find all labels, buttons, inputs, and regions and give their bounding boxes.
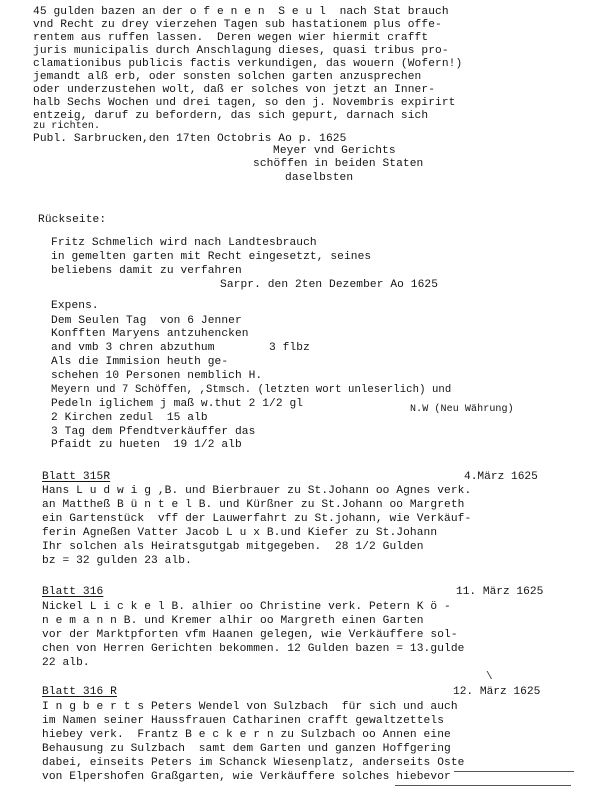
currency-note: N.W (Neu Währung) — [410, 404, 514, 415]
text-line: dabei, einseits Peters im Schanck Wiesenplatz, anderseits Oste — [42, 757, 465, 769]
text-line: juris municipalis durch Anschlagung dieses, quasi tribus pro- — [33, 45, 449, 57]
text-line: Dem Seulen Tag von 6 Jenner — [51, 315, 242, 327]
entry-date: 12. März 1625 — [453, 686, 541, 698]
pen-mark: \ — [486, 671, 493, 683]
text-line: ein Gartenstück vff der Lauwerfahrt zu St.johann, wie Verkäuf- — [42, 513, 472, 525]
text-line: and vmb 3 chren abzuthum 3 flbz — [51, 342, 310, 354]
entry-date: 11. März 1625 — [456, 586, 544, 598]
text-line: rentem aus ruffen lassen. Deren wegen wier hiermit crafft — [33, 32, 429, 44]
text-line: Pedeln iglichem j maß w.thut 2 1/2 gl — [51, 398, 304, 410]
entry-label: Blatt 315R — [42, 471, 111, 483]
text-line: oder underzustehen wolt, daß er solches von jetzt an Inner- — [33, 84, 436, 96]
text-line: Pfaidt zu hueten 19 1/2 alb — [51, 439, 242, 451]
handwritten-underline — [395, 785, 571, 786]
text-line: Meyern und 7 Schöffen, ,Stmsch. (letzten wort unleserlich) und — [51, 384, 452, 396]
text-line: chen von Herren Gerichten bekommen. 12 Gulden bazen = 13.gulde — [42, 643, 465, 655]
text-line: ferin Agneßen Vatter Jacob L u x B.und Kiefer zu St.Johann — [42, 527, 438, 539]
text-line: Konfften Maryens antzuhencken — [51, 328, 249, 340]
text-line: jemandt alß erb, oder sonsten solchen garten anzusprechen — [33, 71, 422, 83]
entry-label: Blatt 316 R — [42, 686, 117, 698]
text-line: I n g b e r t s Peters Wendel von Sulzbach für sich und auch — [42, 701, 458, 713]
text-line: zu richten. — [33, 121, 101, 132]
signature-line: Meyer vnd Gerichts — [273, 145, 396, 157]
text-line: entzeig, daruf zu befordern, das sich gepurt, darnach sich — [33, 110, 429, 122]
text-line: n e m a n n B. und Kremer alhir oo Margreth einen Garten — [42, 615, 424, 627]
text-line: 22 alb. — [42, 657, 90, 669]
text-line: 2 Kirchen zedul 15 alb — [51, 412, 208, 424]
text-line: Nickel L i c k e l B. alhier oo Christine verk. Petern K ö - — [42, 601, 451, 613]
text-line: Fritz Schmelich wird nach Landtesbrauch — [51, 237, 317, 249]
text-line: clamationibus publicis factis verkundigen, das wouern (Wofern!) — [33, 58, 463, 70]
date-line: Sarpr. den 2ten Dezember Ao 1625 — [220, 279, 439, 291]
signature-line: daselbsten — [285, 172, 354, 184]
publication-line: Publ. Sarbrucken,den 17ten Octobris Ao p. 1625 — [33, 133, 347, 145]
section-heading: Expens. — [51, 300, 99, 312]
text-line: vnd Recht zu drey vierzehen Tagen sub hastationem plus offe- — [33, 19, 442, 31]
text-line: 3 Tag dem Pfendtverkäuffer das — [51, 426, 256, 438]
text-line: vor der Marktpforten vfm Haanen gelegen, wie Verkäuffere sol- — [42, 629, 458, 641]
text-line: bz = 32 gulden 23 alb. — [42, 555, 192, 567]
text-line: hiebey verk. Frantz B e c k e r n zu Sulzbach oo Annen eine — [42, 729, 451, 741]
text-line: in gemelten garten mit Recht eingesetzt, seines — [51, 251, 372, 263]
text-line: Ihr solchen als Heiratsgutgab mitgegeben. 28 1/2 Gulden — [42, 541, 424, 553]
text-line: an Mattheß B ü n t e l B. und Kürßner zu St.Johann oo Margreth — [42, 499, 465, 511]
text-line: Behausung zu Sulzbach samt dem Garten und ganzen Hoffgering — [42, 743, 451, 755]
text-line: Als die Immision heuth ge- — [51, 356, 229, 368]
text-line: im Namen seiner Haussfrauen Catharinen crafft gewaltzettels — [42, 715, 445, 727]
entry-label: Blatt 316 — [42, 586, 104, 598]
entry-date: 4.März 1625 — [464, 471, 538, 483]
signature-line: schöffen in beiden Staten — [253, 158, 424, 170]
text-line: halb Sechs Wochen und drei tagen, so den j. Novembris expirirt — [33, 97, 456, 109]
text-line: von Elpershofen Graßgarten, wie Verkäuffere solches hiebevor — [42, 771, 451, 783]
text-line: schehen 10 Personen nemblich H. — [51, 370, 263, 382]
section-heading: Rückseite: — [38, 214, 107, 226]
text-line: 45 gulden bazen an der o f e n e n S e u l nach Stat brauch — [33, 6, 449, 18]
text-line: Hans L u d w i g ,B. und Bierbrauer zu St.Johann oo Agnes verk. — [42, 485, 472, 497]
text-line: beliebens damit zu verfahren — [51, 265, 242, 277]
handwritten-underline — [454, 771, 574, 772]
